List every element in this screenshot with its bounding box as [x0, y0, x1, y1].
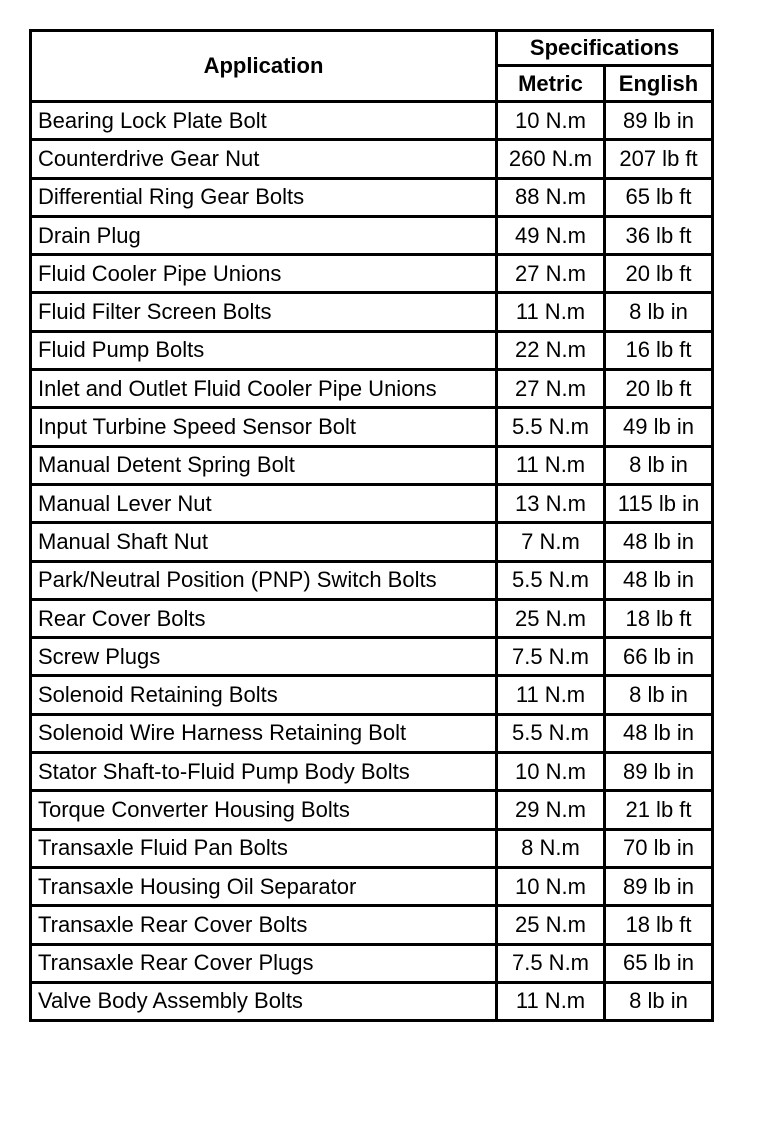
application-cell: Torque Converter Housing Bolts [31, 791, 497, 829]
english-cell: 66 lb in [605, 638, 713, 676]
application-cell: Transaxle Rear Cover Bolts [31, 906, 497, 944]
table-row [31, 867, 713, 905]
english-cell: 65 lb ft [605, 178, 713, 216]
application-cell: Solenoid Wire Harness Retaining Bolt [31, 714, 497, 752]
application-cell: Transaxle Housing Oil Separator [31, 867, 497, 905]
table-row [31, 255, 713, 293]
application-cell: Fluid Filter Screen Bolts [31, 293, 497, 331]
english-cell: 89 lb in [605, 753, 713, 791]
table-row [31, 561, 713, 599]
metric-cell: 27 N.m [497, 370, 605, 408]
metric-cell: 8 N.m [497, 829, 605, 867]
application-cell: Fluid Pump Bolts [31, 331, 497, 369]
table-row [31, 331, 713, 369]
english-cell: 18 lb ft [605, 599, 713, 637]
application-cell: Transaxle Rear Cover Plugs [31, 944, 497, 982]
english-cell: 16 lb ft [605, 331, 713, 369]
table-row [31, 102, 713, 140]
english-cell: 21 lb ft [605, 791, 713, 829]
table-row [31, 408, 713, 446]
table-row [31, 944, 713, 982]
metric-cell: 11 N.m [497, 676, 605, 714]
metric-cell: 49 N.m [497, 216, 605, 254]
metric-cell: 5.5 N.m [497, 408, 605, 446]
application-cell: Bearing Lock Plate Bolt [31, 102, 497, 140]
table-row [31, 370, 713, 408]
metric-cell: 13 N.m [497, 484, 605, 522]
metric-cell: 22 N.m [497, 331, 605, 369]
application-cell: Inlet and Outlet Fluid Cooler Pipe Unions [31, 370, 497, 408]
english-cell: 8 lb in [605, 982, 713, 1020]
table-row [31, 293, 713, 331]
application-cell: Transaxle Fluid Pan Bolts [31, 829, 497, 867]
english-cell: 20 lb ft [605, 370, 713, 408]
metric-cell: 10 N.m [497, 102, 605, 140]
table-row [31, 484, 713, 522]
metric-cell: 88 N.m [497, 178, 605, 216]
table-row [31, 753, 713, 791]
application-cell: Solenoid Retaining Bolts [31, 676, 497, 714]
application-cell: Fluid Cooler Pipe Unions [31, 255, 497, 293]
table-body [31, 102, 713, 1021]
table-row [31, 906, 713, 944]
metric-header: Metric [497, 66, 605, 102]
metric-cell: 27 N.m [497, 255, 605, 293]
specifications-header: Specifications [497, 31, 713, 66]
table-row [31, 982, 713, 1020]
metric-cell: 11 N.m [497, 982, 605, 1020]
english-cell: 36 lb ft [605, 216, 713, 254]
application-header: Application [31, 31, 497, 102]
application-cell: Input Turbine Speed Sensor Bolt [31, 408, 497, 446]
application-cell: Park/Neutral Position (PNP) Switch Bolts [31, 561, 497, 599]
table-row [31, 714, 713, 752]
table-row [31, 829, 713, 867]
english-cell: 89 lb in [605, 102, 713, 140]
application-cell: Differential Ring Gear Bolts [31, 178, 497, 216]
english-cell: 8 lb in [605, 293, 713, 331]
metric-cell: 260 N.m [497, 140, 605, 178]
application-cell: Manual Lever Nut [31, 484, 497, 522]
application-cell: Manual Detent Spring Bolt [31, 446, 497, 484]
english-cell: 18 lb ft [605, 906, 713, 944]
english-cell: 49 lb in [605, 408, 713, 446]
english-cell: 48 lb in [605, 714, 713, 752]
table-row [31, 216, 713, 254]
table-row [31, 446, 713, 484]
fastener-spec-table [29, 29, 714, 1022]
english-cell: 8 lb in [605, 446, 713, 484]
table-row [31, 791, 713, 829]
application-cell: Screw Plugs [31, 638, 497, 676]
english-cell: 207 lb ft [605, 140, 713, 178]
table-row [31, 523, 713, 561]
metric-cell: 5.5 N.m [497, 561, 605, 599]
english-cell: 89 lb in [605, 867, 713, 905]
table-row [31, 599, 713, 637]
application-cell: Drain Plug [31, 216, 497, 254]
metric-cell: 7.5 N.m [497, 638, 605, 676]
english-cell: 20 lb ft [605, 255, 713, 293]
metric-cell: 7 N.m [497, 523, 605, 561]
table-row [31, 178, 713, 216]
metric-cell: 10 N.m [497, 753, 605, 791]
english-cell: 48 lb in [605, 561, 713, 599]
application-cell: Valve Body Assembly Bolts [31, 982, 497, 1020]
metric-cell: 10 N.m [497, 867, 605, 905]
table-row [31, 676, 713, 714]
metric-cell: 11 N.m [497, 446, 605, 484]
metric-cell: 7.5 N.m [497, 944, 605, 982]
application-cell: Counterdrive Gear Nut [31, 140, 497, 178]
table-row [31, 140, 713, 178]
english-header: English [605, 66, 713, 102]
metric-cell: 11 N.m [497, 293, 605, 331]
table-row [31, 638, 713, 676]
metric-cell: 5.5 N.m [497, 714, 605, 752]
table-header [31, 31, 713, 102]
application-cell: Stator Shaft-to-Fluid Pump Body Bolts [31, 753, 497, 791]
application-cell: Manual Shaft Nut [31, 523, 497, 561]
english-cell: 70 lb in [605, 829, 713, 867]
english-cell: 8 lb in [605, 676, 713, 714]
metric-cell: 25 N.m [497, 906, 605, 944]
english-cell: 115 lb in [605, 484, 713, 522]
metric-cell: 25 N.m [497, 599, 605, 637]
metric-cell: 29 N.m [497, 791, 605, 829]
english-cell: 65 lb in [605, 944, 713, 982]
application-cell: Rear Cover Bolts [31, 599, 497, 637]
english-cell: 48 lb in [605, 523, 713, 561]
